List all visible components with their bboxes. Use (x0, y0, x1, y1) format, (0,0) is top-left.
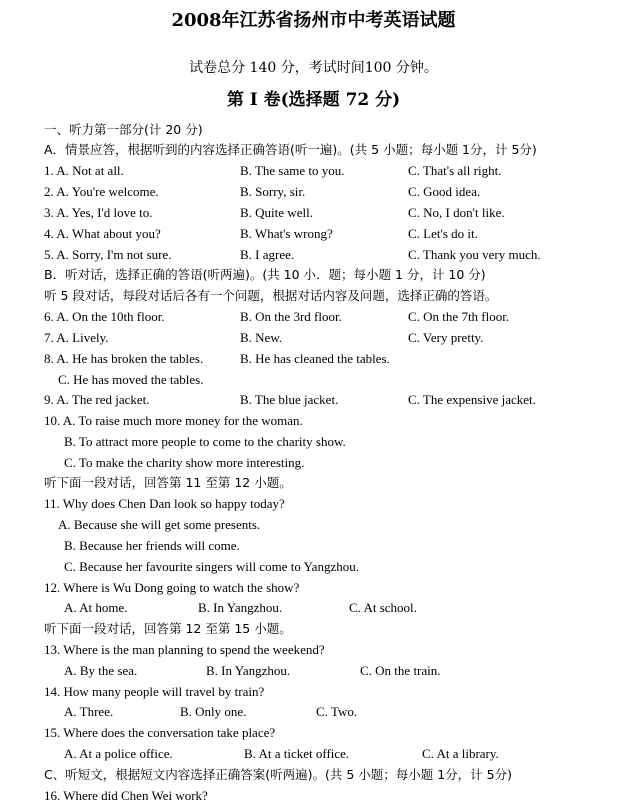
option-text: 14. How many people will travel by train? (44, 684, 265, 699)
option-text: B. The same to you. (240, 163, 345, 178)
option-text: B. Because her friends will come. (64, 538, 240, 553)
question-line (44, 370, 624, 390)
question-line (44, 661, 624, 681)
question-line (44, 786, 624, 806)
option-text: B. Only one. (180, 704, 247, 719)
option-text: 15. Where does the conversation take place? (44, 725, 276, 740)
option-text: B. I agree. (240, 247, 295, 262)
section-text: B．听对话，选择正确的答语(听两遍)。(共 10 小．题；每小题 1 分，计 10 分) (44, 267, 486, 282)
option-text: C. On the train. (360, 663, 441, 678)
question-line (44, 723, 624, 743)
option-text: C. The expensive jacket. (408, 392, 536, 407)
section-text: A．情景应答，根据听到的内容选择正确答语(听一遍)。(共 5 小题；每小题 1分，计 5分) (44, 142, 537, 157)
option-text: C. Let's do it. (408, 226, 478, 241)
exam-subtitle: 试卷总分 140 分，考试时间100 分钟。 (189, 60, 438, 76)
option-text: B. New. (240, 330, 283, 345)
option-text: 12. Where is Wu Dong going to watch the show? (44, 580, 300, 595)
question-line (44, 411, 624, 431)
part-title: 第 I 卷(选择题 72 分) (226, 90, 401, 110)
option-text: C. At school. (349, 600, 417, 615)
question-line (44, 453, 624, 473)
question-line (44, 432, 624, 452)
option-text: C. Very pretty. (408, 330, 484, 345)
option-text: 8. A. He has broken the tables. (44, 351, 204, 366)
option-text: C. No, I don't like. (408, 205, 505, 220)
option-text: 1. A. Not at all. (44, 163, 124, 178)
section-text: 一、听力第一部分(计 20 分) (44, 122, 203, 137)
option-text: 7. A. Lively. (44, 330, 109, 345)
question-line (44, 224, 624, 244)
option-text: B. In Yangzhou. (198, 600, 283, 615)
question-line (44, 161, 624, 181)
option-text: 16. Where did Chen Wei work? (44, 788, 208, 803)
option-text: 3. A. Yes, I'd love to. (44, 205, 153, 220)
question-line (44, 702, 624, 722)
option-text: B. He has cleaned the tables. (240, 351, 390, 366)
option-text: A. By the sea. (64, 663, 138, 678)
question-line (44, 744, 624, 764)
question-line (44, 682, 624, 702)
option-text: 9. A. The red jacket. (44, 392, 150, 407)
option-text: C. On the 7th floor. (408, 309, 510, 324)
question-line (44, 515, 624, 535)
question-line (44, 182, 624, 202)
option-text: 4. A. What about you? (44, 226, 161, 241)
option-text: 11. Why does Chen Dan look so happy today? (44, 496, 285, 511)
option-text: C. Two. (316, 704, 358, 719)
option-text: C. Because her favourite singers will come to Yangzhou. (64, 559, 359, 574)
option-text: 13. Where is the man planning to spend the weekend? (44, 642, 325, 657)
option-text: C. Thank you very much. (408, 247, 541, 262)
question-line (44, 640, 624, 660)
question-line (44, 328, 624, 348)
question-line (44, 557, 624, 577)
option-text: A. Three. (64, 704, 114, 719)
option-text: B. To attract more people to come to the charity show. (64, 434, 346, 449)
question-line (44, 390, 624, 410)
option-text: C. Good idea. (408, 184, 481, 199)
option-text: A. At a police office. (64, 746, 173, 761)
question-line (44, 578, 624, 598)
option-text: C. He has moved the tables. (58, 372, 204, 387)
option-text: B. Quite well. (240, 205, 313, 220)
question-line (44, 203, 624, 223)
option-text: C. That's all right. (408, 163, 502, 178)
option-text: B. Sorry, sir. (240, 184, 306, 199)
question-line (44, 598, 624, 618)
section-text: 听下面一段对话，回答第 12 至第 15 小题。 (44, 621, 292, 636)
question-line (44, 536, 624, 556)
option-text: 5. A. Sorry, I'm not sure. (44, 247, 172, 262)
option-text: B. On the 3rd floor. (240, 309, 342, 324)
option-text: 10. A. To raise much more money for the woman. (44, 413, 303, 428)
question-line (44, 245, 624, 265)
option-text: A. Because she will get some presents. (58, 517, 261, 532)
option-text: B. The blue jacket. (240, 392, 339, 407)
option-text: B. What's wrong? (240, 226, 333, 241)
option-text: B. In Yangzhou. (206, 663, 291, 678)
question-line (44, 307, 624, 327)
section-text: 听 5 段对话，每段对话后各有一个问题，根据对话内容及问题，选择正确的答语。 (44, 288, 498, 303)
question-line (44, 349, 624, 369)
question-line (44, 494, 624, 514)
option-text: C. To make the charity show more interesting. (64, 455, 305, 470)
option-text: 6. A. On the 10th floor. (44, 309, 165, 324)
option-text: A. At home. (64, 600, 128, 615)
section-text: 听下面一段对话，回答第 11 至第 12 小题。 (44, 475, 292, 490)
option-text: B. At a ticket office. (244, 746, 350, 761)
option-text: 2. A. You're welcome. (44, 184, 159, 199)
section-text: C、听短文，根据短文内容选择正确答案(听两遍)。(共 5 小题；每小题 1分，计 5分) (44, 767, 512, 782)
exam-title: 2008年江苏省扬州市中考英语试题 (171, 10, 456, 31)
option-text: C. At a library. (422, 746, 499, 761)
